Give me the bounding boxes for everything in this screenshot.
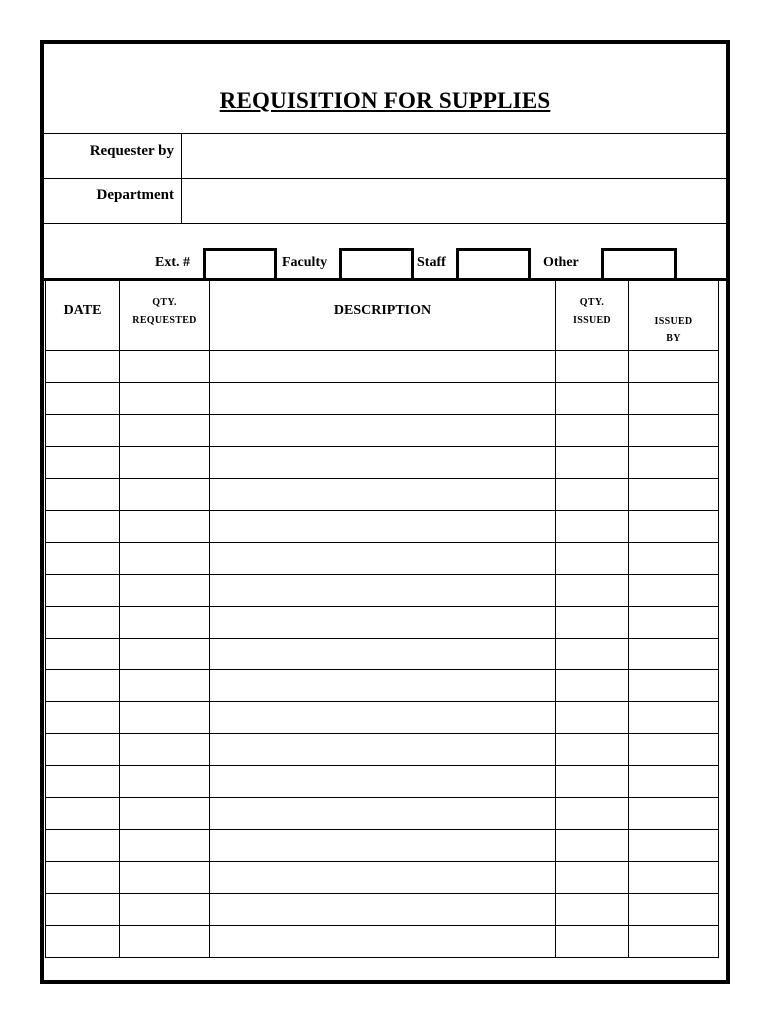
table-row-line <box>46 797 718 798</box>
header-issued-by-line2: BY <box>666 333 681 344</box>
header-issued-by-line1: ISSUED <box>654 316 693 327</box>
ext-label: Ext. # <box>155 255 190 270</box>
table-row-line <box>46 510 718 511</box>
table-row-line <box>46 701 718 702</box>
department-field[interactable] <box>183 180 723 222</box>
section-divider-middle <box>44 178 726 179</box>
table-top-border <box>44 278 726 281</box>
table-row-line <box>46 733 718 734</box>
table-row-line <box>46 861 718 862</box>
table-row-line <box>46 606 718 607</box>
table-row-line <box>46 669 718 670</box>
requester-label: Requester by <box>89 143 174 159</box>
staff-checkbox[interactable] <box>456 248 531 281</box>
header-date: DATE <box>63 303 102 318</box>
header-description: DESCRIPTION <box>333 303 432 318</box>
label-column-divider <box>181 133 182 223</box>
header-qty-issued-line2: ISSUED <box>573 315 611 326</box>
department-label: Department <box>96 187 174 203</box>
other-label: Other <box>543 255 579 270</box>
header-qty-requested-line1: QTY. <box>152 297 177 308</box>
section-divider-top <box>44 133 726 134</box>
header-qty-issued-line1: QTY. <box>579 297 605 308</box>
table-row-line <box>46 765 718 766</box>
table-row-line <box>46 574 718 575</box>
table-row-line <box>46 414 718 415</box>
header-bottom-line <box>46 350 718 351</box>
requester-field[interactable] <box>183 135 723 177</box>
other-checkbox[interactable] <box>601 248 677 281</box>
table-row-line <box>46 893 718 894</box>
table-row-line <box>46 829 718 830</box>
table-row-line <box>46 957 718 958</box>
table-row-line <box>46 542 718 543</box>
table-right-border <box>718 281 719 958</box>
staff-label: Staff <box>417 255 446 270</box>
section-divider-bottom <box>44 223 726 224</box>
faculty-label: Faculty <box>282 255 328 270</box>
table-row-line <box>46 382 718 383</box>
header-qty-requested-line2: REQUESTED <box>132 315 197 326</box>
form-title: REQUISITION FOR SUPPLIES <box>219 88 551 113</box>
table-row-line <box>46 446 718 447</box>
table-row-line <box>46 925 718 926</box>
table-row-line <box>46 478 718 479</box>
ext-box[interactable] <box>203 248 277 281</box>
table-row-line <box>46 638 718 639</box>
faculty-checkbox[interactable] <box>339 248 414 281</box>
